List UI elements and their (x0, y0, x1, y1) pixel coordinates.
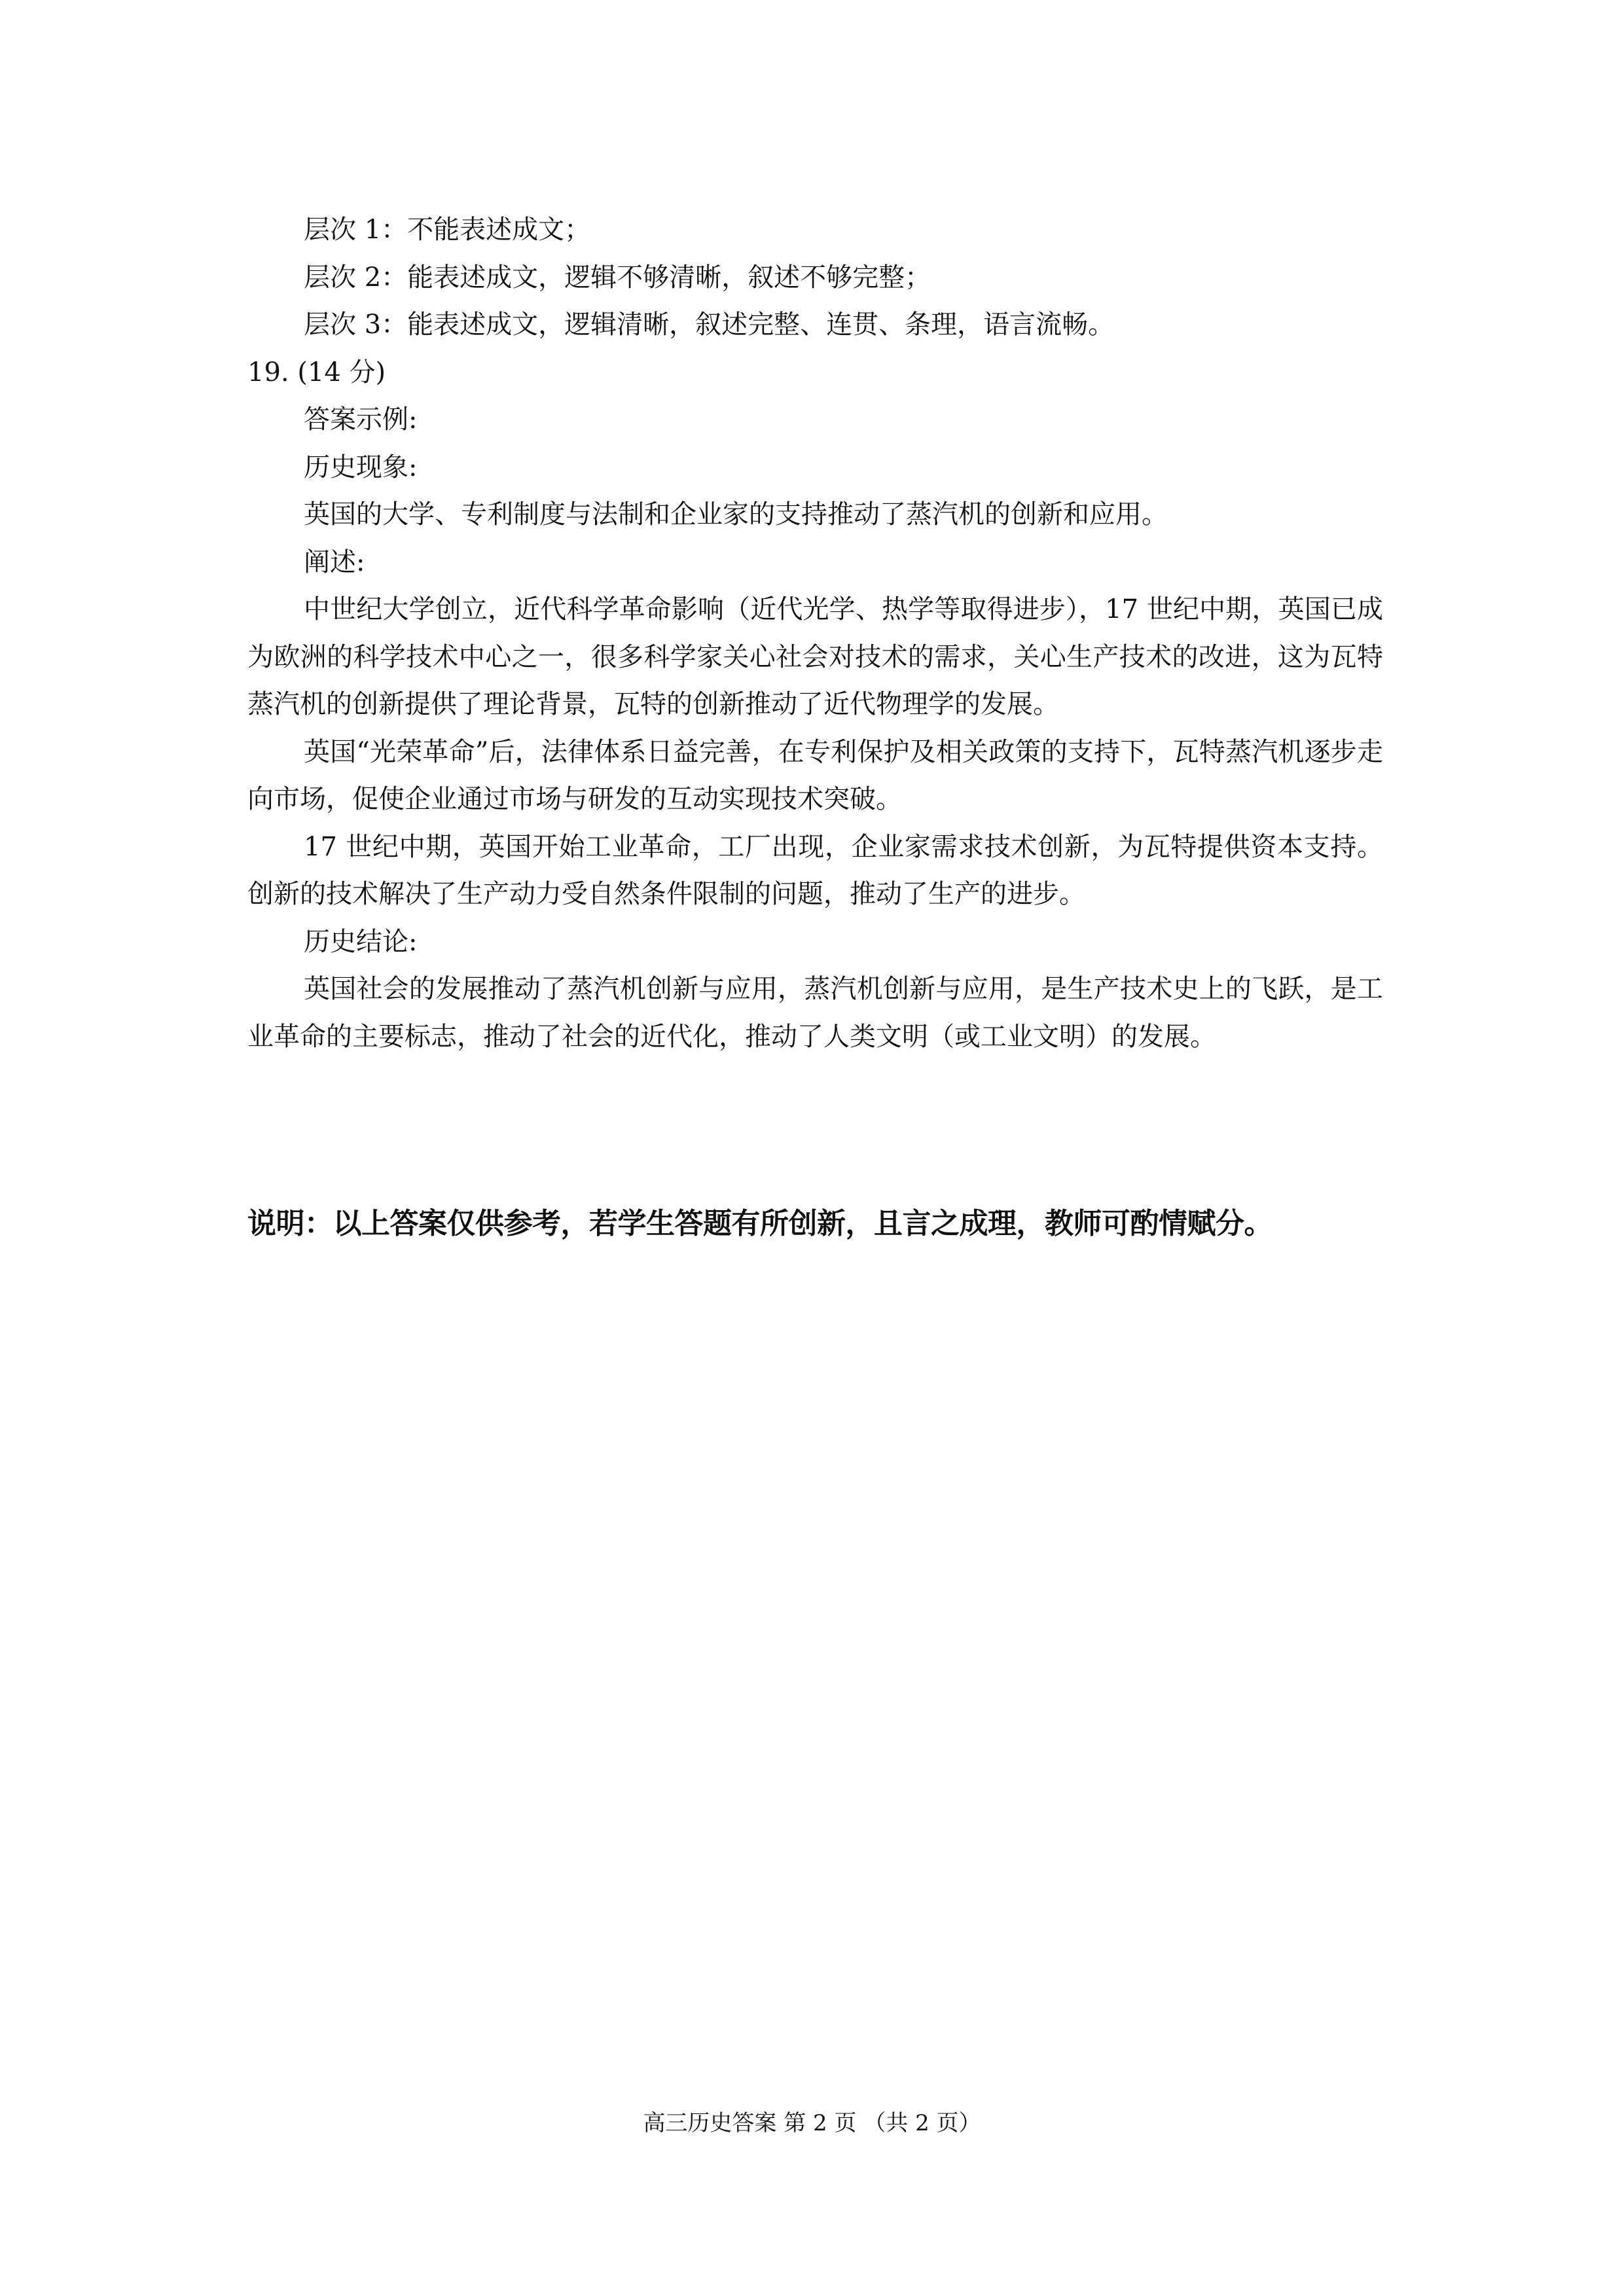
historical-conclusion-label: 历史结论: (304, 926, 418, 957)
historical-conclusion-text: 英国社会的发展推动了蒸汽机创新与应用，蒸汽机创新与应用，是生产技术史上的飞跃，是工业革命的主要标志，推动了社会的近代化，推动了人类文明（或工业文明）的发展。 (247, 974, 1383, 1052)
answer-example-label: 答案示例: (304, 404, 418, 435)
grading-note: 说明：以上答案仅供参考，若学生答题有所创新，且言之成理，教师可酌情赋分。 (247, 1207, 1272, 1240)
page-footer: 高三历史答案 第 2 页 （共 2 页） (643, 2110, 981, 2136)
level-2-criterion: 层次 2：能表述成文，逻辑不够清晰，叙述不够完整； (304, 262, 931, 293)
elaboration-paragraph-science: 中世纪大学创立，近代科学革命影响（近代光学、热学等取得进步），17 世纪中期，英国已成为欧洲的科学技术中心之一，很多科学家关心社会对技术的需求，关心生产技术的改进，这为瓦特蒸汽机的创新提供了理论背景，瓦特的创新推动了近代物理学的发展。 (247, 594, 1383, 719)
historical-phenomenon-label: 历史现象: (304, 452, 418, 482)
elaboration-paragraph-law: 英国“光荣革命”后，法律体系日益完善，在专利保护及相关政策的支持下，瓦特蒸汽机逐步走向市场，促使企业通过市场与研发的互动实现技术突破。 (247, 736, 1383, 814)
question-number-heading: 19. (14 分) (247, 357, 386, 387)
historical-phenomenon-text: 英国的大学、专利制度与法制和企业家的支持推动了蒸汽机的创新和应用。 (304, 499, 1168, 529)
level-3-criterion: 层次 3：能表述成文，逻辑清晰，叙述完整、连贯、条理，语言流畅。 (304, 310, 1115, 340)
level-1-criterion: 层次 1：不能表述成文； (304, 215, 591, 245)
elaboration-paragraph-industry: 17 世纪中期，英国开始工业革命，工厂出现，企业家需求技术创新，为瓦特提供资本支持。创新的技术解决了生产动力受自然条件限制的问题，推动了生产的进步。 (247, 831, 1383, 909)
elaboration-label: 阐述: (304, 547, 365, 577)
answer-content (247, 206, 1383, 1060)
